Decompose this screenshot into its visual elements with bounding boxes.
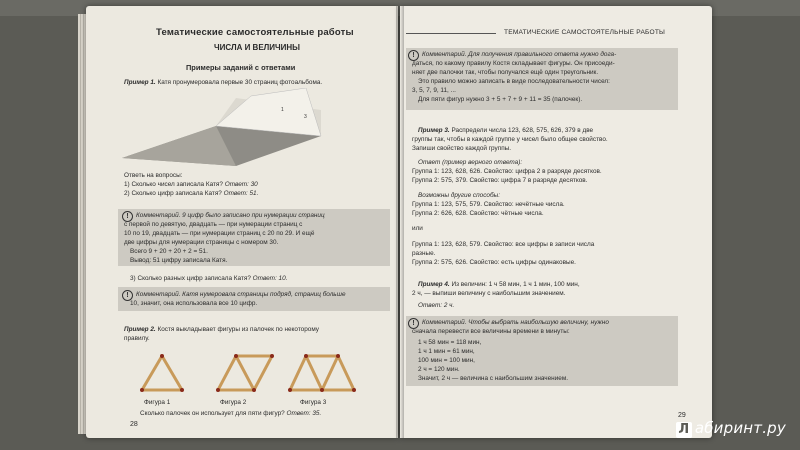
watermark-logo (676, 419, 786, 438)
comment-line-1: Комментарий. Для получения правильного ответа нужно дога- (422, 51, 617, 58)
page-title: Тематические самостоятельные работы (156, 27, 354, 38)
answer-intro: Ответь на вопросы: (124, 172, 183, 179)
photo-album-illustration (116, 88, 326, 178)
question-3-answer: Ответ: 10. (252, 275, 288, 282)
question-2-answer: Ответ: 51. (223, 190, 259, 197)
example-3-alt-1: Группа 1: 123, 575, 579. Свойство: нечётные числа. (412, 201, 565, 208)
example-3-alt2-1: Группа 1: 123, 628, 579. Свойство: все цифры в записи числа (412, 241, 595, 248)
comment-line-6: Вывод: 51 цифру записала Катя. (130, 257, 228, 264)
comment-line-3: няет две палочки так, чтобы получался ещё один треугольник. (412, 69, 599, 76)
example-4-calc-1: 1 ч 58 мин = 118 мин, (418, 339, 482, 346)
question-2 (124, 190, 258, 198)
comment-line-4: две цифры для нумерации страницы с номером 30. (124, 239, 279, 246)
exclamation-icon: ! (122, 290, 133, 301)
svg-text:1: 1 (281, 107, 284, 113)
example-3-text-2: группы так, чтобы в каждой группе у чисел было общее свойство. (412, 136, 608, 143)
example-3-answer-head: Ответ (пример верного ответа): (418, 159, 523, 166)
comment-line-5: Всего 9 + 20 + 20 + 2 = 51. (130, 248, 208, 255)
watermark-mark: Л (676, 422, 692, 438)
example-4-text: Из величин: 1 ч 58 мин, 1 ч 1 мин, 100 мин, (451, 281, 580, 288)
example-3-label: Пример 3. (418, 127, 450, 134)
example-3-text-3: Запиши свойство каждой группы. (412, 145, 512, 152)
example-2-label: Пример 2. (124, 326, 156, 333)
example-4-comment-2: сначала перевести все величины времени в минуты: (412, 328, 570, 335)
comment-line-1: Комментарий. 9 цифр было записано при нумерации страниц (136, 212, 325, 219)
comment-line-2: даться, по какому правилу Костя складывает фигуры. Он присоеди- (412, 60, 615, 67)
figure-3-label: Фигура 3 (300, 399, 327, 406)
left-page (86, 6, 398, 438)
example-3-answer-1: Группа 1: 123, 628, 626. Свойство: цифра 2 в разряде десятков. (412, 168, 602, 175)
watermark-text: абиринт.ру (694, 419, 786, 437)
example-2-question (140, 410, 321, 418)
question-3 (130, 275, 287, 283)
page-number-right: 29 (678, 412, 686, 419)
question-1-text: 1) Сколько чисел записала Катя? (124, 181, 223, 188)
comment-line-2: с первой по девятую, двадцать — при нумерации страниц с (124, 221, 303, 228)
exclamation-icon: ! (408, 318, 419, 329)
section-heading: Примеры заданий с ответами (186, 63, 296, 72)
exclamation-icon: ! (408, 50, 419, 61)
example-3-alt-2: Группа 2: 626, 628. Свойство: чётные числа. (412, 210, 544, 217)
example-3-text-1: Распредели числа 123, 628, 575, 626, 379 в две (451, 127, 594, 134)
example-3-alt-head: Возможны другие способы: (418, 192, 501, 199)
figure-1-label: Фигура 1 (144, 399, 171, 406)
comment-line-3: 10 по 19, двадцать — при нумерации страниц с 20 по 29. И ещё (124, 230, 315, 237)
running-header: ТЕМАТИЧЕСКИЕ САМОСТОЯТЕЛЬНЫЕ РАБОТЫ (504, 29, 666, 36)
example-4-label: Пример 4. (418, 281, 450, 288)
example-3-alt2-3: Группа 2: 575, 626. Свойство: есть цифры одинаковые. (412, 259, 576, 266)
chapter-subtitle: ЧИСЛА И ВЕЛИЧИНЫ (214, 43, 300, 52)
book-gutter (396, 6, 404, 438)
figure-2-label: Фигура 2 (220, 399, 247, 406)
example-1-text: Катя пронумеровала первые 30 страниц фотоальбома. (157, 79, 323, 86)
question-1-answer: Ответ: 30 (224, 181, 258, 188)
example-4-answer: Ответ: 2 ч. (418, 302, 455, 309)
comment-line-6: Для пяти фигур нужно 3 + 5 + 7 + 9 + 11 = 35 (палочек). (418, 96, 583, 103)
example-2-question-text: Сколько палочек он использует для пяти фигур? (140, 410, 285, 417)
svg-text:3: 3 (304, 114, 307, 120)
example-2-text-2: правилу. (124, 335, 150, 342)
example-4-conclusion: Значит, 2 ч — величина с наибольшим значением. (418, 375, 568, 382)
example-4-calc-2: 1 ч 1 мин = 61 мин, (418, 348, 475, 355)
header-rule (406, 33, 496, 34)
question-2-text: 2) Сколько цифр записала Катя? (124, 190, 222, 197)
matchstick-figures (136, 346, 386, 401)
example-4-comment-1: Комментарий. Чтобы выбрать наибольшую величину, нужно (422, 319, 609, 326)
example-1-line (124, 79, 322, 87)
example-3-line (418, 127, 593, 135)
right-page (400, 6, 712, 438)
example-3-alt2-2: разные. (412, 250, 436, 257)
example-3-answer-2: Группа 2: 575, 379. Свойство: цифра 7 в разряде десятков. (412, 177, 588, 184)
example-4-calc-3: 100 мин = 100 мин, (418, 357, 475, 364)
example-2-text: Костя выкладывает фигуры из палочек по некоторому (157, 326, 320, 333)
exclamation-icon: ! (122, 211, 133, 222)
example-2-answer: Ответ: 35. (286, 410, 322, 417)
question-1 (124, 181, 258, 189)
example-4-line (418, 281, 580, 289)
page-number-left: 28 (130, 421, 138, 428)
example-3-or: или (412, 225, 423, 232)
comment-line-5: 3, 5, 7, 9, 11, ... (412, 87, 456, 94)
example-4-text-2: 2 ч, — выпиши величину с наибольшим значением. (412, 290, 566, 297)
example-4-calc-4: 2 ч = 120 мин. (418, 366, 460, 373)
comment2-line-1: Комментарий. Катя нумеровала страницы подряд, страниц больше (136, 291, 346, 298)
question-3-text: 3) Сколько разных цифр записала Катя? (130, 275, 251, 282)
comment-line-4: Это правило можно записать в виде последовательности чисел: (418, 78, 610, 85)
example-1-label: Пример 1. (124, 79, 156, 86)
example-2-line (124, 326, 319, 334)
comment2-line-2: 10, значит, она использовала все 10 цифр. (130, 300, 258, 307)
